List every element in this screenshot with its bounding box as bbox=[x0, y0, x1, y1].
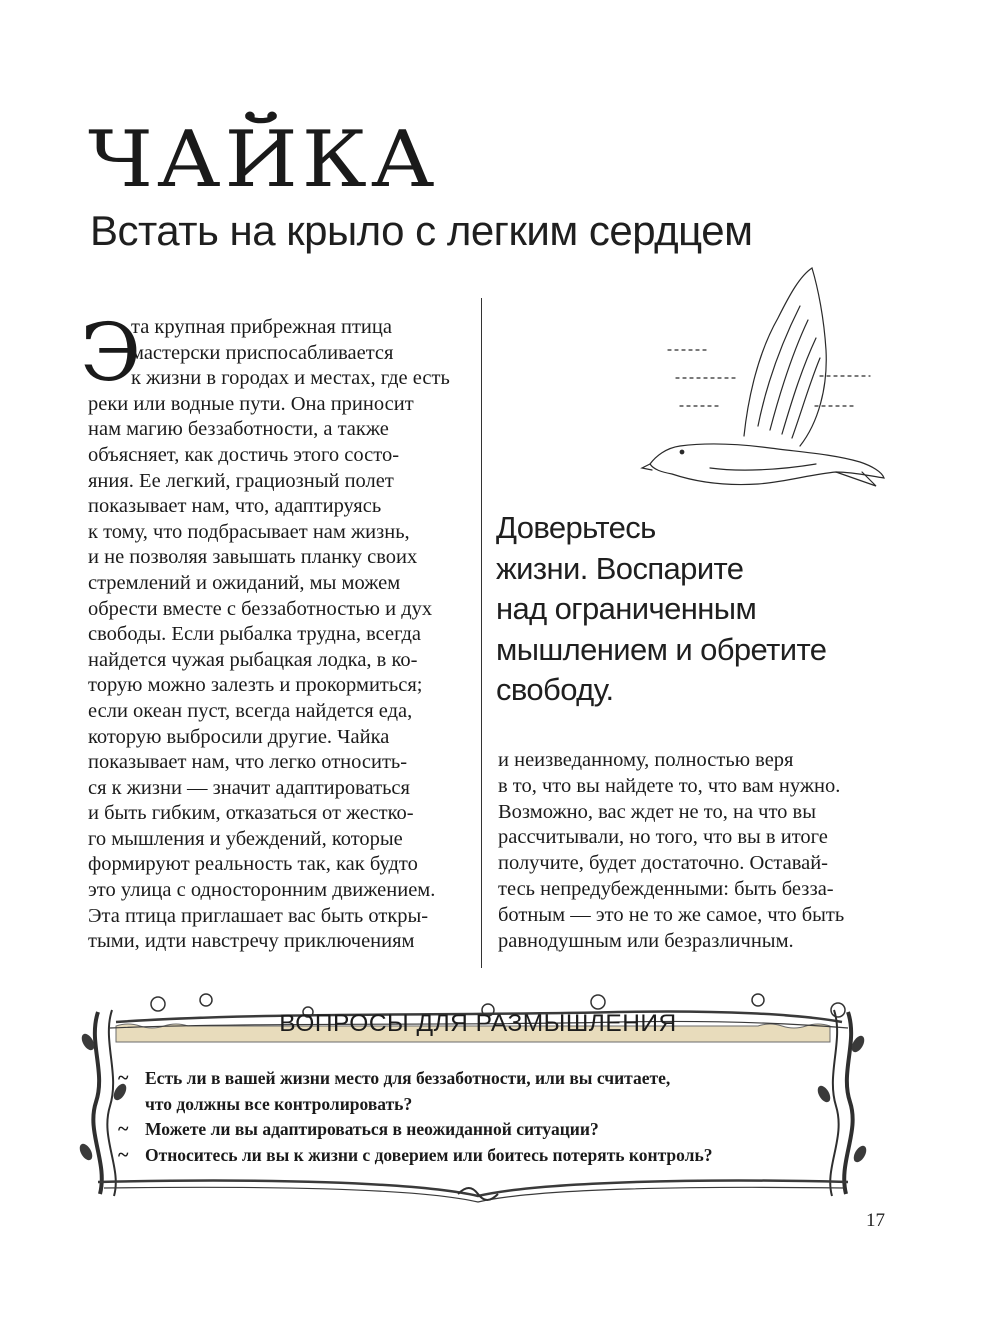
text-line: и быть гибким, отказаться от жестко- bbox=[88, 802, 414, 825]
tilde-bullet-icon: ~ bbox=[118, 1067, 129, 1089]
text-line: нам магию беззаботности, а также bbox=[88, 418, 389, 441]
text-line: и неизведанному, полностью веря bbox=[498, 749, 794, 771]
quote-line: Доверьтесь bbox=[496, 510, 656, 545]
text-line: яния. Ее легкий, грациозный полет bbox=[88, 469, 394, 492]
tilde-bullet-icon: ~ bbox=[118, 1118, 129, 1140]
question-line: что должны все контролировать? bbox=[145, 1093, 413, 1114]
text-line: та крупная прибрежная птица bbox=[131, 316, 392, 338]
seagull-illustration bbox=[640, 258, 890, 498]
text-line: это улица с односторонним движением. bbox=[88, 879, 436, 902]
text-line: показывает нам, что, адаптируясь bbox=[88, 495, 382, 518]
body-text-left bbox=[88, 315, 473, 955]
text-line: стремлений и ожиданий, мы можем bbox=[88, 571, 401, 594]
column-divider bbox=[481, 298, 482, 968]
text-line: свободы. Если рыбалка трудна, всегда bbox=[88, 623, 422, 646]
text-line: показывает нам, что легко относить- bbox=[88, 751, 408, 774]
page-number: 17 bbox=[866, 1210, 885, 1231]
text-line: формируют реальность так, как будто bbox=[88, 853, 418, 876]
question-line: Относитесь ли вы к жизни с доверием или боитесь потерять контроль? bbox=[145, 1144, 713, 1165]
quote-line: мышлением и обретите bbox=[496, 631, 827, 667]
reflection-questions bbox=[118, 1066, 838, 1168]
text-line: тесь непредубежденными: быть безза- bbox=[498, 877, 834, 900]
text-line: ся к жизни — значит адаптироваться bbox=[88, 776, 410, 799]
text-line: равнодушным или безразличным. bbox=[498, 929, 794, 952]
text-line: торую можно залезть и прокормиться; bbox=[88, 674, 423, 697]
quote-line: над ограниченным bbox=[496, 591, 757, 626]
question-item bbox=[118, 1143, 838, 1169]
tilde-bullet-icon: ~ bbox=[118, 1143, 129, 1166]
question-line: Есть ли в вашей жизни место для беззаботности, или вы считаете, bbox=[145, 1068, 671, 1088]
text-line: тыми, идти навстречу приключениям bbox=[88, 930, 415, 953]
question-item bbox=[118, 1066, 838, 1117]
text-line: Эта птица приглашает вас быть откры- bbox=[88, 904, 429, 927]
text-line: мастерски приспосабливается bbox=[131, 341, 394, 364]
quote-line: свободу. bbox=[496, 672, 614, 707]
text-line: Возможно, вас ждет не то, на что вы bbox=[498, 800, 816, 823]
text-line: которую выбросили другие. Чайка bbox=[88, 725, 390, 748]
text-line: к жизни в городах и местах, где есть bbox=[131, 367, 450, 390]
text-line: и не позволяя завышать планку своих bbox=[88, 546, 418, 569]
text-line: обрести вместе с беззаботностью и дух bbox=[88, 597, 433, 620]
text-line: объясняет, как достичь этого состо- bbox=[88, 443, 400, 466]
text-line: реки или водные пути. Она приносит bbox=[88, 392, 414, 415]
text-line: го мышления и убеждений, которые bbox=[88, 827, 403, 850]
page-title: ЧАЙКА bbox=[88, 114, 439, 205]
question-line: Можете ли вы адаптироваться в неожиданной ситуации? bbox=[145, 1119, 599, 1139]
text-line: к тому, что подбрасывает нам жизнь, bbox=[88, 520, 410, 543]
page-subtitle: Встать на крыло с легким сердцем bbox=[90, 207, 753, 254]
text-line: если океан пуст, всегда найдется еда, bbox=[88, 699, 413, 722]
text-line: в то, что вы найдете то, что вам нужно. bbox=[498, 774, 841, 797]
question-item bbox=[118, 1117, 838, 1143]
text-line: найдется чужая рыбацкая лодка, в ко- bbox=[88, 648, 418, 671]
body-text-right bbox=[498, 748, 898, 954]
drop-cap: Э bbox=[80, 306, 142, 399]
reflection-heading: ВОПРОСЫ ДЛЯ РАЗМЫШЛЕНИЯ bbox=[279, 1010, 677, 1037]
text-line: получите, будет достаточно. Оставай- bbox=[498, 852, 829, 875]
quote-line: жизни. Воспарите bbox=[496, 550, 744, 586]
pull-quote bbox=[496, 508, 916, 711]
text-line: ботным — это не то же самое, что быть bbox=[498, 903, 845, 926]
text-line: рассчитывали, но того, что вы в итоге bbox=[498, 826, 828, 849]
